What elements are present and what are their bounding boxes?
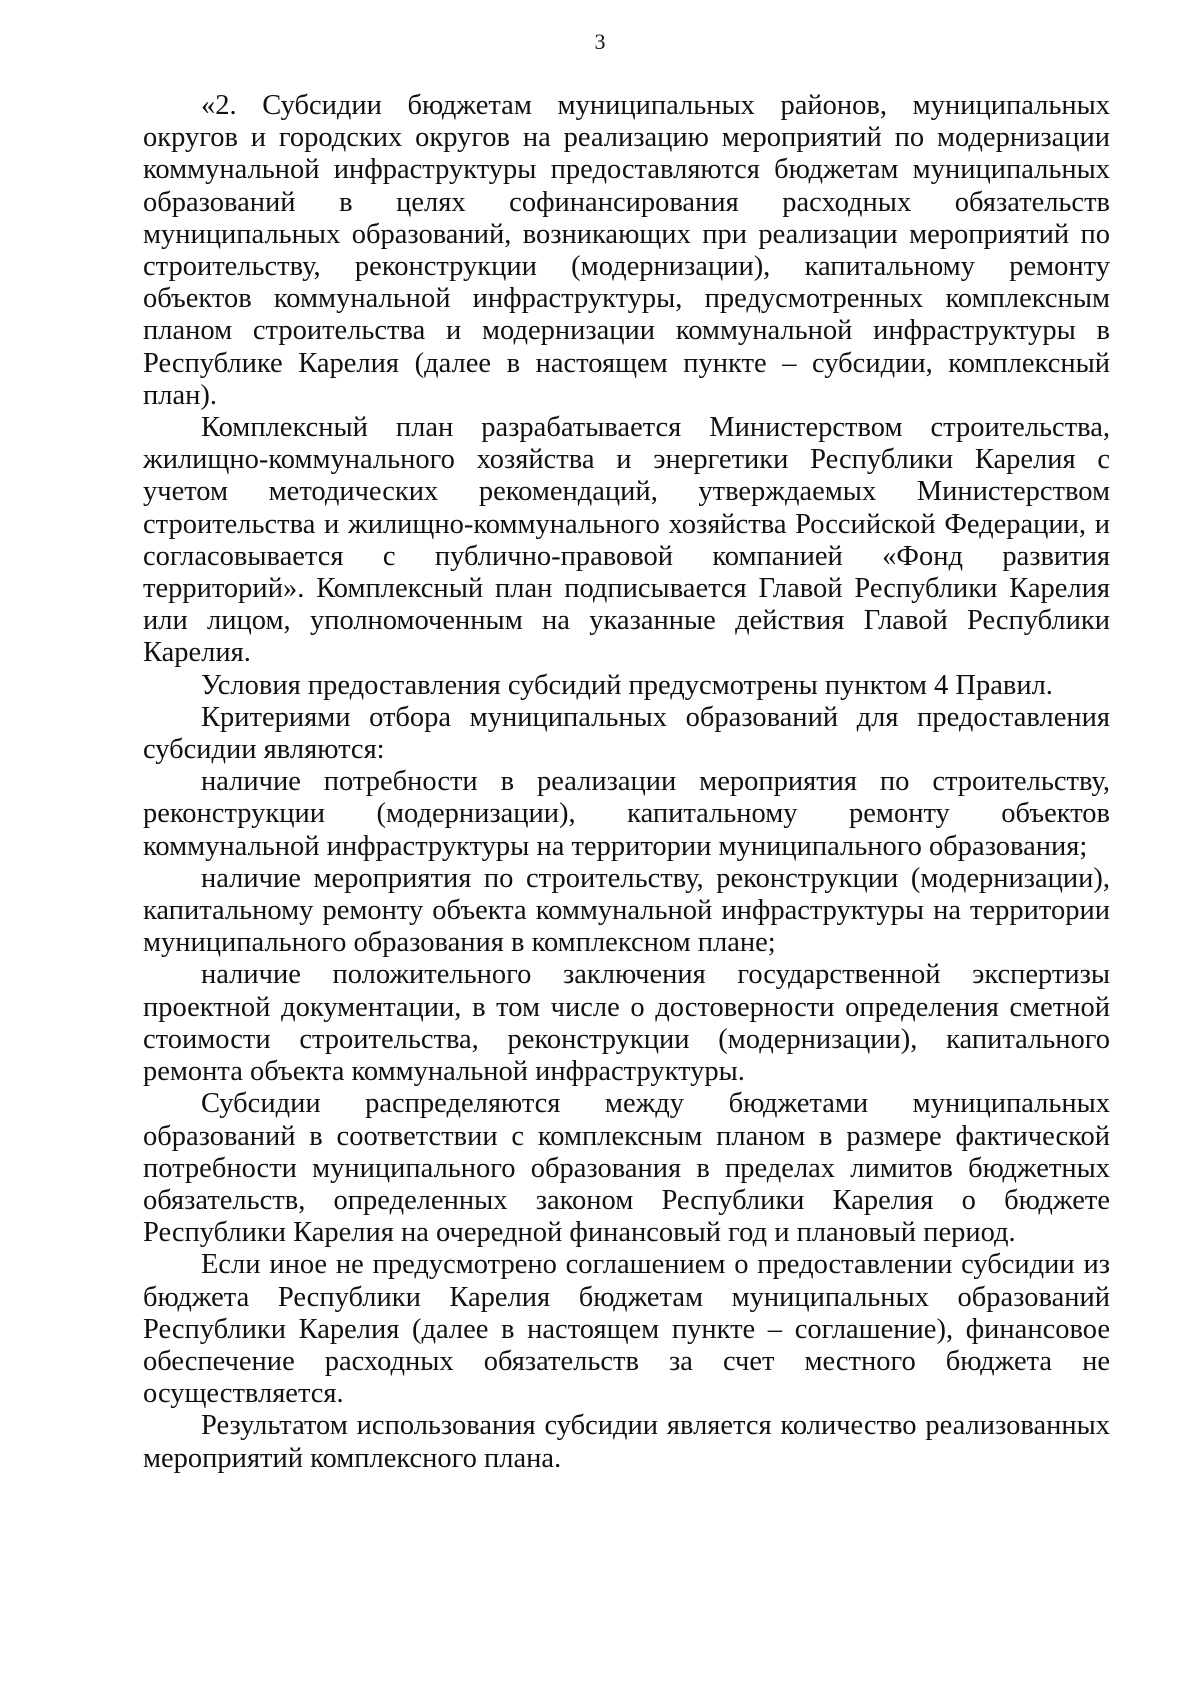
criterion-in-plan: наличие мероприятия по строительству, реконструкции (модернизации), капитальному ремонту объекта коммунальной инфраструктуры на территории муниципального образования в комплексном плане; (143, 862, 1110, 959)
paragraph-result: Результатом использования субсидии является количество реализованных мероприятий комплексного плана. (143, 1410, 1110, 1474)
paragraph-local-budget: Если иное не предусмотрено соглашением о предоставлении субсидии из бюджета Республики Карелия бюджетам муниципальных образований Республики Карелия (далее в настоящем пункте – соглашение), финансовое обеспечение расходных обязательств за счет местного бюджета не осуществляется. (143, 1249, 1110, 1410)
criterion-expertise: наличие положительного заключения государственной экспертизы проектной документации, в том числе о достоверности определения сметной стоимости строительства, реконструкции (модернизации), капитального ремонта объекта коммунальной инфраструктуры. (143, 959, 1110, 1088)
criterion-need: наличие потребности в реализации мероприятия по строительству, реконструкции (модернизации), капитальному ремонту объектов коммунальной инфраструктуры на территории муниципального образования; (143, 766, 1110, 862)
paragraph-subsidy-purpose: «2. Субсидии бюджетам муниципальных районов, муниципальных округов и городских округов на реализацию мероприятий по модернизации коммунальной инфраструктуры предоставляются бюджетам муниципальных образований в целях софинансирования расходных обязательств муниципальных образований, возникающих при реализации мероприятий по строительству, реконструкции (модернизации), капитальному ремонту объектов коммунальной инфраструктуры, предусмотренных комплексным планом строительства и модернизации коммунальной инфраструктуры в Республике Карелия (далее в настоящем пункте – субсидии, комплексный план). (143, 90, 1110, 411)
paragraph-complex-plan: Комплексный план разрабатывается Министерством строительства, жилищно-коммунального хозяйства и энергетики Республики Карелия с учетом методических рекомендаций, утверждаемых Министерством строительства и жилищно-коммунального хозяйства Российской Федерации, и согласовывается с публично-правовой компанией «Фонд развития территорий». Комплексный план подписывается Главой Республики Карелия или лицом, уполномоченным на указанные действия Главой Республики Карелия. (143, 412, 1110, 669)
paragraph-conditions: Условия предоставления субсидий предусмотрены пунктом 4 Правил. (201, 669, 1053, 701)
page-number: 3 (594, 29, 606, 54)
paragraph-selection-criteria: Критериями отбора муниципальных образований для предоставления субсидии являются: (143, 701, 1110, 766)
paragraph-distribution: Субсидии распределяются между бюджетами муниципальных образований в соответствии с комплексным планом в размере фактической потребности муниципального образования в пределах лимитов бюджетных обязательств, определенных законом Республики Карелия о бюджете Республики Карелия на очередной финансовый год и плановый период. (143, 1088, 1110, 1249)
document-body (143, 90, 1110, 1475)
